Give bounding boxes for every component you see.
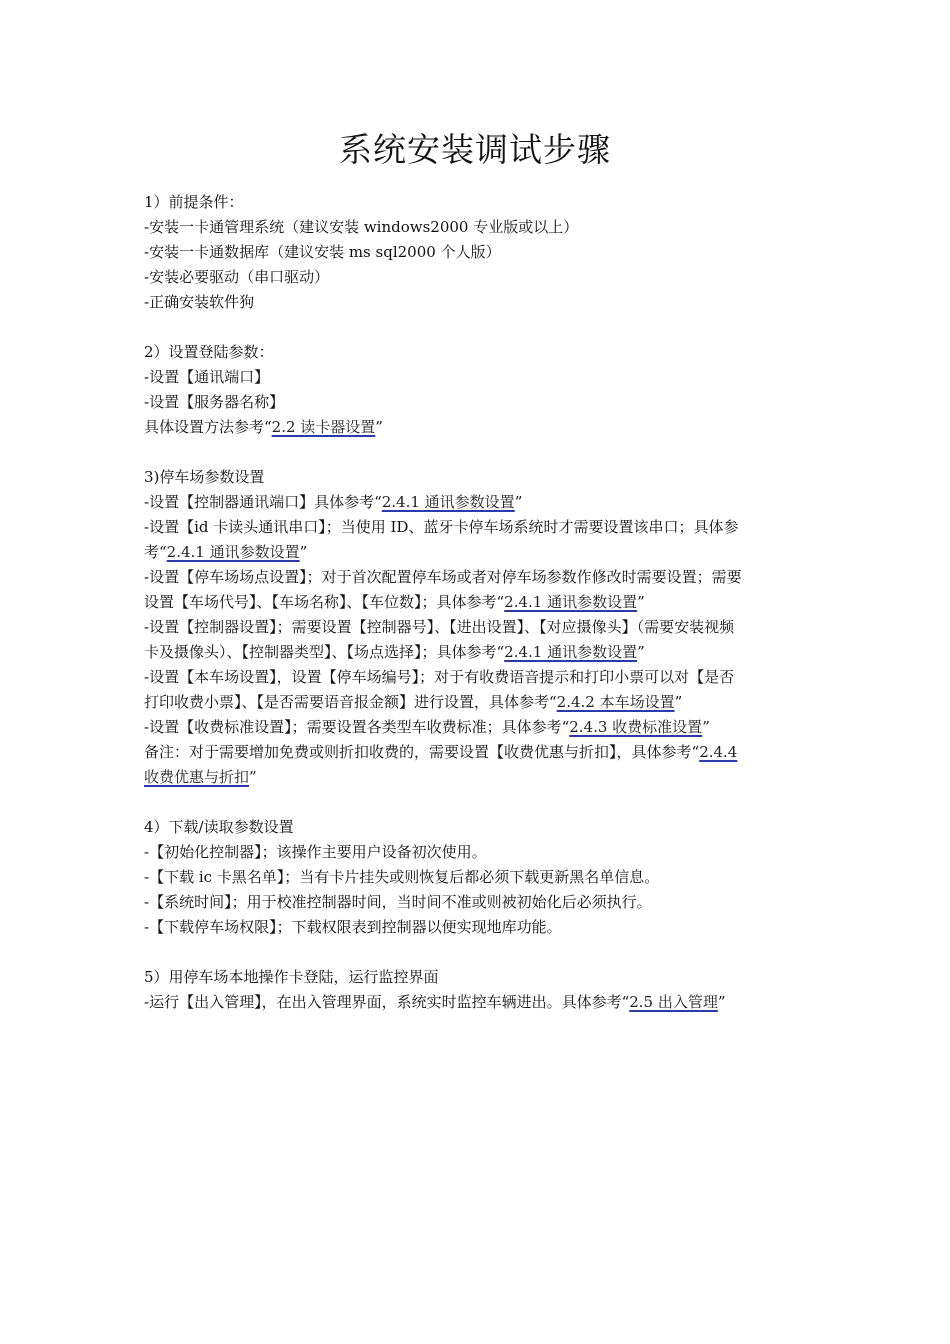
section-3-heading: 3)停车场参数设置 [144,468,265,486]
line-text: -运行【出入管理】，在出入管理界面，系统实时监控车辆进出。具体参考“ [144,993,630,1011]
link-fee-discount[interactable]: 2.4.4 [699,743,738,761]
section-3-line [144,765,814,790]
line-text: ” [299,543,308,561]
section-1-item: -正确安装软件狗 [144,293,255,311]
line-text: 考“ [144,543,167,561]
section-1-item: -安装一卡通数据库（建议安装 ms sql2000 个人版） [144,243,501,261]
section-4-item: -【系统时间】；用于校准控制器时间，当时间不准或则被初始化后必须执行。 [144,893,652,911]
section-4-item: -【下载 ic 卡黑名单】；当有卡片挂失或则恢复后都必须下载更新黑名单信息。 [144,868,660,886]
line-text: ” [702,718,710,736]
link-entry-exit-management[interactable]: 2.5 出入管理 [629,993,718,1011]
section-3-line: -设置【控制器设置】；需要设置【控制器号】、【进出设置】、【对应摄像头】（需要安装视频 [144,618,735,636]
line-text: 备注：对于需要增加免费或则折扣收费的，需要设置【收费优惠与折扣】，具体参考“ [144,743,700,761]
link-fee-discount[interactable]: 收费优惠与折扣 [144,768,250,786]
section-3-line [144,690,814,715]
document-title: 系统安装调试步骤 [339,130,611,169]
section-3-line [144,640,814,665]
line-text: ” [674,693,683,711]
line-text: ” [717,993,726,1011]
section-3-line [144,590,814,615]
link-comm-params[interactable]: 2.4.1 通讯参数设置 [381,493,515,511]
section-2-reference [144,415,814,440]
section-3-line [144,740,814,765]
section-3-line [144,540,814,565]
section-3-line [144,490,814,515]
section-4-item: -【初始化控制器】；该操作主要用户设备初次使用。 [144,843,487,861]
section-3-line: -设置【停车场场点设置】；对于首次配置停车场或者对停车场参数作修改时需要设置；需要 [144,568,742,586]
line-text: ” [514,493,523,511]
section-5-heading: 5）用停车场本地操作卡登陆，运行监控界面 [144,968,439,986]
link-comm-params[interactable]: 2.4.1 通讯参数设置 [166,543,300,561]
ref-prefix: 具体设置方法参考“ [144,418,272,436]
section-3-line: -设置【id 卡读头通讯串口】；当使用 ID、蓝牙卡停车场系统时才需要设置该串口；具体参 [144,518,739,536]
link-comm-params[interactable]: 2.4.1 通讯参数设置 [504,593,638,611]
line-text: -设置【收费标准设置】；需要设置各类型车收费标准；具体参考“ [144,718,570,736]
section-1-item: -安装必要驱动（串口驱动） [144,268,330,286]
link-comm-params[interactable]: 2.4.1 通讯参数设置 [504,643,638,661]
section-1-item: -安装一卡通管理系统（建议安装 windows2000 专业版或以上） [144,218,579,236]
line-text: 设置【车场代号】、【车场名称】、【车位数】；具体参考“ [144,593,505,611]
line-text: 打印收费小票】、【是否需要语音报金额】进行设置，具体参考“ [144,693,557,711]
link-fee-standard-settings[interactable]: 2.4.3 收费标准设置 [569,718,703,736]
line-text: ” [637,593,645,611]
line-text: ” [249,768,257,786]
section-2-heading: 2）设置登陆参数： [144,343,274,361]
section-3-line [144,715,814,740]
ref-suffix: ” [375,418,383,436]
line-text: -设置【控制器通讯端口】具体参考“ [144,493,382,511]
section-2-item: -设置【通讯端口】 [144,368,270,386]
link-reader-settings[interactable]: 2.2 读卡器设置 [271,418,376,436]
section-2-item: -设置【服务器名称】 [144,393,285,411]
section-4-item: -【下载停车场权限】；下载权限表到控制器以便实现地库功能。 [144,918,562,936]
line-text: ” [637,643,645,661]
section-5-line [144,990,814,1015]
link-local-lot-settings[interactable]: 2.4.2 本车场设置 [556,693,675,711]
section-4-heading: 4）下载/读取参数设置 [144,818,294,836]
section-3-line: -设置【本车场设置】，设置【停车场编号】；对于有收费语音提示和打印小票可以对【是否 [144,668,735,686]
section-1-heading: 1）前提条件： [144,193,244,211]
line-text: 卡及摄像头）、【控制器类型】、【场点选择】；具体参考“ [144,643,505,661]
